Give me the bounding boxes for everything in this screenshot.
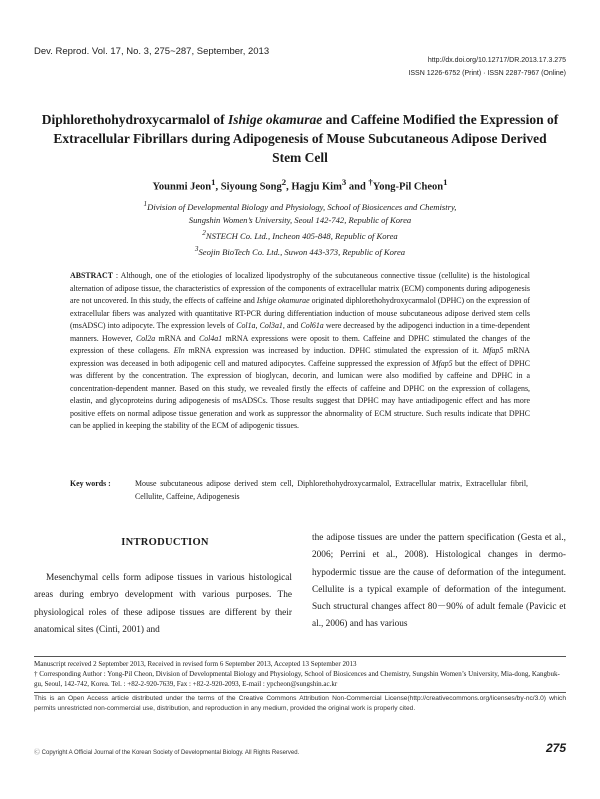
affiliation-text: Sungshin Women’s University, Seoul 142-742, Republic of Korea [188, 214, 412, 225]
abstract-italic-term: Ishige okamurae [256, 296, 310, 305]
author-affiliation-mark: 3 [341, 177, 347, 187]
page-number: 275 [545, 741, 566, 755]
author-name: Yong-Pil Cheon [372, 181, 444, 193]
author-name: Younmi Jeon [152, 181, 212, 193]
corresponding-author: † Corresponding Author : Yong-Pil Cheon, Division of Developmental Biology and Physiology, School of Biosicences and Chemistry, Sungshin Women’s University, Mia-dong, Kangbuk-gu, Seoul, 142-742, Korea. Tel. : +82-2-920-7639, Fax : +82-2-920-2093, E-mail : ypcheon@sungshin.ac.kr [34, 670, 560, 688]
abstract-text: : Although, one of the etiologies of localized lipodystrophy of the subcutaneous connective tissue (cellulite) is the histological alternation of adipose tissue, the characteristics of expression of the components of extracellular matrix (ECM) components during adipogenesis are not uncovered. In this study, the effects of caffeine and [70, 271, 530, 305]
intro-column-left: Mesenchymal cells form adipose tissues in various histological areas during embryo development with various purposes. The physiological roles of these adipose tissues are different by their anatomical sites (Cinti, 2001) and [34, 573, 292, 635]
license-divider [34, 692, 566, 693]
abstract-italic-term: Mfap5 [431, 358, 453, 368]
affiliation-line [40, 214, 560, 227]
journal-citation: Dev. Reprod. Vol. 17, No. 3, 275~287, September, 2013 [34, 46, 270, 57]
author-separator: , [215, 181, 221, 193]
author-separator: , [286, 181, 292, 193]
title-species: Ishige okamurae [228, 112, 323, 127]
author-name: Siyoung Song [220, 181, 282, 193]
affiliation-text: Division of Developmental Biology and Physiology, School of Biosicences and Chemistry, [147, 201, 457, 212]
abstract-italic-term: Col4a1 [198, 333, 223, 343]
manuscript-dates: Manuscript received 2 September 2013, Received in revised form 6 September 2013, Accepted 13 September 2013 [34, 660, 357, 668]
author-name: Hagju Kim [291, 181, 342, 193]
affiliation-line [40, 198, 560, 214]
paper-title [40, 110, 560, 167]
abstract-text: but the effect of DPHC was different by the concentration. The expression of bioglycan, decorin, and lumican were also modified by caffeine and DPHC in a concentration-dependent manner. Based on this study, we revealed firstly the effects of caffeine and DPHC on the expression of collagens, elastin, and glycoproteins during adipogenesis of msADSCs. Those results suggest that DPHC may have antiadipogenic effect and has more positive effets on normal adipose tissue generation and work as suppressor the abnormality of ECM structure. Such results indicate that DPHC can be applied in keeping the stability of the ECM of adipogenic tissues. [70, 358, 530, 430]
abstract-text: mRNA and [155, 333, 199, 343]
author-affiliation-mark: 2 [281, 177, 287, 187]
affiliation-mark: 3 [194, 244, 199, 253]
copyright-line: Ⓒ Copyright A Official Journal of the Korean Society of Developmental Biology. All Rights Reserved. [34, 750, 300, 756]
affiliation-line [40, 243, 560, 259]
keywords-text: Mouse subcutaneous adipose derived stem cell, Diphlorethohydroxycarmalol, Extracellular matrix, Extracellular fibril, Cellulite, Caffeine, Adipogenesis [135, 479, 528, 501]
abstract-text: , and [282, 321, 301, 330]
affiliation-line [40, 227, 560, 243]
issn-line: ISSN 1226-6752 (Print) · ISSN 2287-7967 (Online) [408, 70, 566, 77]
abstract-text: mRNA expression was increased by induction. DPHC stimulated the expression of it. [184, 346, 483, 355]
title-part-2: and Caffeine Modified the Expression of Extracellular Fibrillars during Adipogenesis of Mouse Subcutaneous Adipose Derived Stem Cell [53, 112, 559, 165]
intro-column-right: the adipose tissues are under the pattern specification (Gesta et al., 2006; Perrini et al., 2008). Histological changes in dermo-hypodermic tissue are the cause of deformation of the integument. Cellulite is a typical example of deformation of the integument. Such structural changes affect 80－90% of adult female (Pavicic et al., 2006) and has various [312, 533, 566, 630]
abstract [70, 270, 530, 433]
abstract-text: were decreased by the adipogenci induction in a time-dependent manners. However, [70, 321, 531, 343]
section-heading-introduction: INTRODUCTION [121, 537, 209, 548]
abstract-text: mRNA expressions were oposit to them. Caffeine and DPHC stimulated the changes of the expression of these collagens. [70, 333, 530, 355]
affiliation-text: Seojin BioTech Co. Ltd., Suwon 443-373, Republic of Korea [198, 246, 406, 257]
affiliation-mark: 2 [202, 228, 206, 237]
abstract-label: ABSTRACT [70, 271, 113, 280]
author-separator: and [346, 181, 369, 193]
footnote-divider [34, 656, 566, 657]
title-part-1: Diphlorethohydroxycarmalol of [41, 112, 229, 127]
keywords-label: Key words : [70, 479, 111, 488]
abstract-italic-term: Col3a1 [259, 321, 283, 330]
abstract-italic-term: Mfap5 [482, 346, 504, 355]
keywords [70, 478, 530, 503]
author-affiliation-mark: 1 [211, 177, 216, 187]
abstract-text: originated diphlorethohydroxycarmalol (DPHC) on the expression of extracellular fibers was analyzed with quantitative RT-PCR during differentiation induction of mouse subcutaneous adipose derived stem cells (msADSC) into adipocyte. The expression levels of [70, 296, 531, 330]
author-prefix: † [368, 177, 373, 187]
abstract-italic-term: Col61a [300, 321, 324, 330]
abstract-text: mRNA expression was deceased in both adipogenic cell and matured adipocytes. Caffeine suppressed the expression of [70, 346, 530, 368]
open-access-notice: This is an Open Access article distributed under the terms of the Creative Commons Attribution Non-Commercial License(http://creativecommons.org/licenses/by-nc/3.0) which permits unrestricted non-commercial use, distribution, and reproduction in any medium, provided the original work is properly cited. [34, 695, 566, 712]
affiliation-list [40, 198, 560, 259]
doi-link[interactable]: http://dx.doi.org/10.12717/DR.2013.17.3.275 [427, 57, 566, 64]
author-affiliation-mark: 1 [443, 177, 448, 187]
abstract-italic-term: Col2a [135, 333, 156, 343]
abstract-italic-term: Col1a [236, 321, 256, 330]
affiliation-text: NSTECH Co. Ltd., Incheon 405-848, Republic of Korea [205, 230, 398, 241]
abstract-text: , [255, 321, 260, 330]
author-list [40, 177, 560, 193]
affiliation-mark: 1 [143, 200, 148, 208]
abstract-italic-term: Eln [173, 346, 185, 355]
